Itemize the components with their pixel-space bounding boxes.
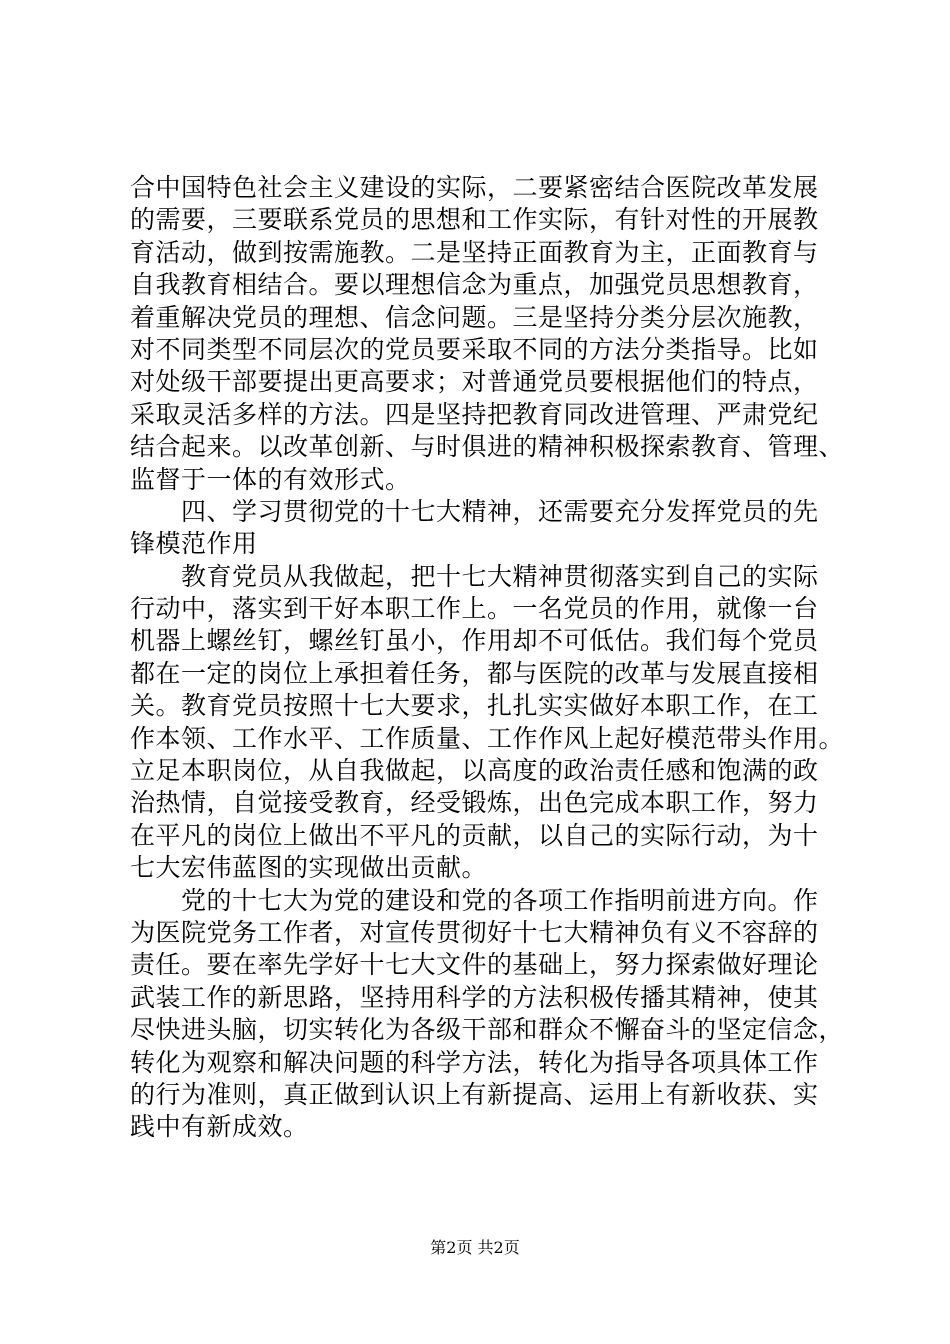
text-line: 结合起来。以改革创新、与时俱进的精神积极探索教育、管理、 <box>130 432 845 462</box>
text-line: 着重解决党员的理想、信念问题。三是坚持分类分层次施教， <box>130 302 819 332</box>
text-line: 机器上螺丝钉，螺丝钉虽小，作用却不可低估。我们每个党员 <box>130 626 819 656</box>
text-line: 都在一定的岗位上承担着任务，都与医院的改革与发展直接相 <box>130 658 819 688</box>
text-line: 育活动，做到按需施教。二是坚持正面教育为主，正面教育与 <box>130 237 819 267</box>
text-line: 教育党员从我做起，把十七大精神贯彻落实到自己的实际 <box>130 561 819 591</box>
document-body <box>130 172 845 1144</box>
text-line: 自我教育相结合。要以理想信念为重点，加强党员思想教育， <box>130 270 819 300</box>
text-line: 采取灵活多样的方法。四是坚持把教育同改进管理、严肃党纪 <box>130 399 819 429</box>
text-line: 行动中，落实到干好本职工作上。一名党员的作用，就像一台 <box>130 594 819 624</box>
text-line: 尽快进头脑，切实转化为各级干部和群众不懈奋斗的坚定信念， <box>130 1015 845 1045</box>
text-line: 对处级干部要提出更高要求；对普通党员要根据他们的特点， <box>130 367 819 397</box>
text-line: 为医院党务工作者，对宣传贯彻好十七大精神负有义不容辞的 <box>130 917 819 947</box>
text-line: 责任。要在率先学好十七大文件的基础上，努力探索做好理论 <box>130 950 819 980</box>
text-line: 的行为准则，真正做到认识上有新提高、运用上有新收获、实 <box>130 1079 819 1109</box>
text-line: 关。教育党员按照十七大要求，扎扎实实做好本职工作，在工 <box>130 691 819 721</box>
text-line: 对不同类型不同层次的党员要采取不同的方法分类指导。比如 <box>130 334 819 364</box>
text-line: 在平凡的岗位上做出不平凡的贡献，以自己的实际行动，为十 <box>130 820 819 850</box>
page-number-footer: 第2页 共2页 <box>430 1238 520 1257</box>
text-line: 监督于一体的有效形式。 <box>130 464 411 494</box>
section-heading-line: 四、学习贯彻党的十七大精神，还需要充分发挥党员的先 <box>130 496 819 526</box>
text-line: 党的十七大为党的建设和党的各项工作指明前进方向。作 <box>130 885 819 915</box>
text-line: 转化为观察和解决问题的科学方法，转化为指导各项具体工作 <box>130 1047 819 1077</box>
text-line: 武装工作的新思路，坚持用科学的方法积极传播其精神，使其 <box>130 982 819 1012</box>
text-line: 践中有新成效。 <box>130 1112 309 1142</box>
section-heading-line: 锋模范作用 <box>130 529 258 559</box>
text-line: 作本领、工作水平、工作质量、工作作风上起好模范带头作用。 <box>130 723 845 753</box>
text-line: 立足本职岗位，从自我做起，以高度的政治责任感和饱满的政 <box>130 756 819 786</box>
text-line: 治热情，自觉接受教育，经受锻炼，出色完成本职工作，努力 <box>130 788 819 818</box>
text-line: 的需要，三要联系党员的思想和工作实际，有针对性的开展教 <box>130 205 819 235</box>
text-line: 合中国特色社会主义建设的实际，二要紧密结合医院改革发展 <box>130 173 819 202</box>
text-line: 七大宏伟蓝图的实现做出贡献。 <box>130 853 488 883</box>
